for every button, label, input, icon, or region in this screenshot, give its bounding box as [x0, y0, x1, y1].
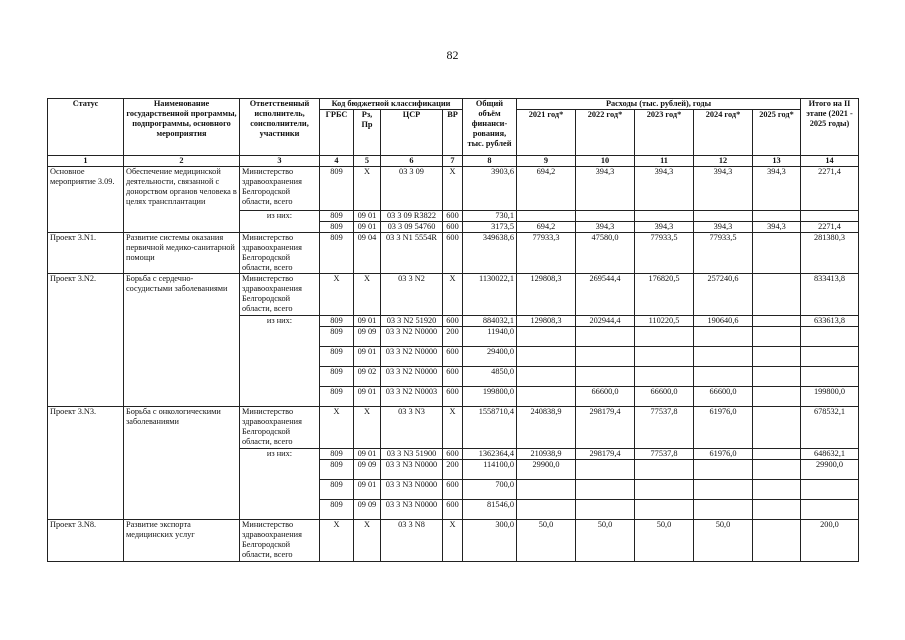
- from-them-label: из них:: [240, 449, 320, 460]
- cell-2023: [635, 480, 694, 500]
- cell-grbs: X: [320, 274, 354, 316]
- cell-2025: [753, 460, 801, 480]
- cell-itogo: 281380,3: [801, 233, 859, 274]
- cell-2023: [635, 500, 694, 520]
- cell-total: 3903,6: [463, 167, 517, 211]
- cell-2022: 47580,0: [576, 233, 635, 274]
- cell-rzpr: 09 01: [354, 222, 381, 233]
- row-status: Проект 3.N2.: [48, 274, 124, 407]
- cell-rzpr: X: [354, 167, 381, 211]
- row-executor: Министерство здравоохранения Белгородской области, всего: [240, 233, 320, 274]
- table-row: [48, 407, 859, 449]
- cell-2023: 110220,5: [635, 316, 694, 327]
- cell-2024: 394,3: [694, 222, 753, 233]
- cell-csr: 03 3 N1 5554R: [381, 233, 443, 274]
- cell-rzpr: 09 01: [354, 347, 381, 367]
- budget-table: [47, 98, 859, 562]
- cell-2021: [517, 211, 576, 222]
- cell-csr: 03 3 09 54760: [381, 222, 443, 233]
- cell-2022: 269544,4: [576, 274, 635, 316]
- cell-csr: 03 3 09 R3822: [381, 211, 443, 222]
- cell-total: 114100,0: [463, 460, 517, 480]
- cell-2021: [517, 387, 576, 407]
- cell-2021: 240838,9: [517, 407, 576, 449]
- cell-2021: 694,2: [517, 167, 576, 211]
- cell-2025: [753, 500, 801, 520]
- cell-2021: [517, 347, 576, 367]
- cell-grbs: 809: [320, 367, 354, 387]
- from-them-label: из них:: [240, 211, 320, 222]
- cell-2025: [753, 274, 801, 316]
- cell-itogo: 2271,4: [801, 222, 859, 233]
- cell-2023: 77537,8: [635, 407, 694, 449]
- cell-itogo: 29900,0: [801, 460, 859, 480]
- cell-2025: [753, 449, 801, 460]
- cell-itogo: [801, 327, 859, 347]
- cell-2022: [576, 460, 635, 480]
- cell-rzpr: 09 01: [354, 316, 381, 327]
- header-itogo: Итого на II этапе (2021 - 2025 годы): [801, 99, 859, 156]
- cell-vr: X: [443, 274, 463, 316]
- cell-2024: 66600,0: [694, 387, 753, 407]
- cell-itogo: 678532,1: [801, 407, 859, 449]
- header-2021: 2021 год*: [517, 110, 576, 156]
- cell-rzpr: X: [354, 520, 381, 562]
- row-executor: Министерство здравоохранения Белгородской области, всего: [240, 520, 320, 562]
- cell-2022: 50,0: [576, 520, 635, 562]
- cell-2024: 190640,6: [694, 316, 753, 327]
- cell-rzpr: 09 01: [354, 480, 381, 500]
- cell-total: 349638,6: [463, 233, 517, 274]
- cell-rzpr: 09 04: [354, 233, 381, 274]
- cell-2025: [753, 347, 801, 367]
- cell-vr: 600: [443, 316, 463, 327]
- cell-itogo: 200,0: [801, 520, 859, 562]
- cell-vr: 600: [443, 222, 463, 233]
- cell-2024: 61976,0: [694, 407, 753, 449]
- col-num: 14: [801, 156, 859, 167]
- row-status: Основное мероприятие 3.09.: [48, 167, 124, 233]
- header-vr: ВР: [443, 110, 463, 156]
- cell-2024: 394,3: [694, 167, 753, 211]
- cell-total: 199800,0: [463, 387, 517, 407]
- cell-grbs: 809: [320, 460, 354, 480]
- cell-2025: [753, 367, 801, 387]
- cell-2023: 50,0: [635, 520, 694, 562]
- cell-grbs: 809: [320, 347, 354, 367]
- cell-csr: 03 3 N3 51900: [381, 449, 443, 460]
- header-csr: ЦСР: [381, 110, 443, 156]
- cell-2025: [753, 480, 801, 500]
- cell-2023: 77933,5: [635, 233, 694, 274]
- cell-2023: 176820,5: [635, 274, 694, 316]
- col-num: 11: [635, 156, 694, 167]
- header-rzpr: Рз, Пр: [354, 110, 381, 156]
- cell-rzpr: 09 02: [354, 367, 381, 387]
- cell-2021: [517, 500, 576, 520]
- header-2025: 2025 год*: [753, 110, 801, 156]
- cell-itogo: 833413,8: [801, 274, 859, 316]
- cell-csr: 03 3 N3 N0000: [381, 460, 443, 480]
- cell-total: 1130022,1: [463, 274, 517, 316]
- cell-csr: 03 3 N2 N0000: [381, 347, 443, 367]
- cell-vr: 600: [443, 233, 463, 274]
- cell-itogo: [801, 347, 859, 367]
- cell-2022: 298179,4: [576, 407, 635, 449]
- cell-rzpr: X: [354, 274, 381, 316]
- row-status: Проект 3.N8.: [48, 520, 124, 562]
- cell-grbs: 809: [320, 316, 354, 327]
- cell-2022: 298179,4: [576, 449, 635, 460]
- cell-2024: [694, 460, 753, 480]
- cell-2024: [694, 347, 753, 367]
- cell-csr: 03 3 N2: [381, 274, 443, 316]
- cell-vr: 600: [443, 449, 463, 460]
- cell-2025: [753, 407, 801, 449]
- col-num: 8: [463, 156, 517, 167]
- cell-2025: [753, 520, 801, 562]
- cell-total: 3173,5: [463, 222, 517, 233]
- col-num: 9: [517, 156, 576, 167]
- cell-vr: 600: [443, 480, 463, 500]
- header-grbs: ГРБС: [320, 110, 354, 156]
- cell-csr: 03 3 N3: [381, 407, 443, 449]
- cell-2022: [576, 500, 635, 520]
- col-num: 6: [381, 156, 443, 167]
- cell-vr: 200: [443, 327, 463, 347]
- cell-grbs: 809: [320, 327, 354, 347]
- cell-2024: [694, 327, 753, 347]
- header-name: Наименование государственной программы, подпрограммы, основного мероприятия: [124, 99, 240, 156]
- cell-2025: [753, 387, 801, 407]
- header-status: Статус: [48, 99, 124, 156]
- cell-csr: 03 3 N2 N0000: [381, 327, 443, 347]
- table-row: [48, 274, 859, 316]
- cell-itogo: [801, 367, 859, 387]
- cell-vr: 600: [443, 500, 463, 520]
- col-num: 2: [124, 156, 240, 167]
- cell-2025: [753, 233, 801, 274]
- cell-vr: 600: [443, 387, 463, 407]
- cell-grbs: 809: [320, 500, 354, 520]
- cell-2025: [753, 327, 801, 347]
- cell-rzpr: X: [354, 407, 381, 449]
- cell-2021: 210938,9: [517, 449, 576, 460]
- cell-2021: 50,0: [517, 520, 576, 562]
- cell-csr: 03 3 09: [381, 167, 443, 211]
- cell-total: 730,1: [463, 211, 517, 222]
- cell-rzpr: 09 09: [354, 460, 381, 480]
- cell-2024: 61976,0: [694, 449, 753, 460]
- cell-itogo: [801, 211, 859, 222]
- col-num: 4: [320, 156, 354, 167]
- cell-total: 81546,0: [463, 500, 517, 520]
- cell-2021: 29900,0: [517, 460, 576, 480]
- cell-total: 4850,0: [463, 367, 517, 387]
- cell-2023: [635, 347, 694, 367]
- cell-vr: X: [443, 167, 463, 211]
- cell-2022: [576, 327, 635, 347]
- table-row: [48, 167, 859, 211]
- cell-2023: [635, 211, 694, 222]
- cell-2025: [753, 211, 801, 222]
- from-them-label: из них:: [240, 316, 320, 327]
- row-executor: Министерство здравоохранения Белгородской области, всего: [240, 407, 320, 449]
- header-expenses: Расходы (тыс. рублей), годы: [517, 99, 801, 110]
- row-name: Борьба с онкологическими заболеваниями: [124, 407, 240, 520]
- cell-2023: 394,3: [635, 222, 694, 233]
- header-budget-code: Код бюджетной классификации: [320, 99, 463, 110]
- cell-total: 29400,0: [463, 347, 517, 367]
- cell-grbs: 809: [320, 387, 354, 407]
- cell-2023: [635, 327, 694, 347]
- header-total-volume: Общий объём финанси-рования, тыс. рублей: [463, 99, 517, 156]
- cell-2021: 694,2: [517, 222, 576, 233]
- column-number-row: [48, 156, 859, 167]
- cell-2021: [517, 367, 576, 387]
- row-name: Развитие системы оказания первичной медико-санитарной помощи: [124, 233, 240, 274]
- col-num: 10: [576, 156, 635, 167]
- cell-2022: 394,3: [576, 167, 635, 211]
- cell-csr: 03 3 N3 N0000: [381, 480, 443, 500]
- cell-rzpr: 09 01: [354, 387, 381, 407]
- cell-itogo: 199800,0: [801, 387, 859, 407]
- col-num: 12: [694, 156, 753, 167]
- cell-2022: [576, 347, 635, 367]
- cell-2023: [635, 367, 694, 387]
- header-2022: 2022 год*: [576, 110, 635, 156]
- header-row-1: [48, 99, 859, 110]
- cell-grbs: X: [320, 520, 354, 562]
- cell-itogo: 633613,8: [801, 316, 859, 327]
- cell-csr: 03 3 N2 N0000: [381, 367, 443, 387]
- cell-rzpr: 09 01: [354, 449, 381, 460]
- cell-2023: 66600,0: [635, 387, 694, 407]
- cell-grbs: 809: [320, 211, 354, 222]
- cell-2022: 202944,4: [576, 316, 635, 327]
- cell-rzpr: 09 09: [354, 500, 381, 520]
- cell-2025: 394,3: [753, 222, 801, 233]
- cell-itogo: 2271,4: [801, 167, 859, 211]
- page-number: 82: [446, 48, 459, 62]
- cell-2023: [635, 460, 694, 480]
- table-row: [48, 233, 859, 274]
- table-row: [48, 520, 859, 562]
- cell-total: 300,0: [463, 520, 517, 562]
- cell-2022: [576, 480, 635, 500]
- cell-vr: 600: [443, 347, 463, 367]
- cell-2023: 394,3: [635, 167, 694, 211]
- header-executor: Ответственный исполнитель, соисполнители, участники: [240, 99, 320, 156]
- cell-2022: 394,3: [576, 222, 635, 233]
- cell-grbs: 809: [320, 449, 354, 460]
- row-executor: Министерство здравоохранения Белгородской области, всего: [240, 167, 320, 211]
- cell-total: 1558710,4: [463, 407, 517, 449]
- cell-2021: 129808,3: [517, 274, 576, 316]
- cell-vr: 200: [443, 460, 463, 480]
- cell-total: 1362364,4: [463, 449, 517, 460]
- row-name: Обеспечение медицинской деятельности, связанной с донорством органов человека в целях трансплантации: [124, 167, 240, 233]
- cell-2021: [517, 480, 576, 500]
- cell-total: 884032,1: [463, 316, 517, 327]
- cell-2025: [753, 316, 801, 327]
- cell-2024: 50,0: [694, 520, 753, 562]
- cell-2022: 66600,0: [576, 387, 635, 407]
- row-executor: Министерство здравоохранения Белгородской области, всего: [240, 274, 320, 316]
- cell-vr: 600: [443, 367, 463, 387]
- cell-2022: [576, 211, 635, 222]
- row-name: Борьба с сердечно-сосудистыми заболеваниями: [124, 274, 240, 407]
- row-name: Развитие экспорта медицинских услуг: [124, 520, 240, 562]
- row-status: Проект 3.N1.: [48, 233, 124, 274]
- cell-rzpr: 09 09: [354, 327, 381, 347]
- col-num: 5: [354, 156, 381, 167]
- cell-2025: 394,3: [753, 167, 801, 211]
- cell-2024: 77933,5: [694, 233, 753, 274]
- cell-2021: 77933,3: [517, 233, 576, 274]
- cell-grbs: 809: [320, 233, 354, 274]
- cell-itogo: [801, 480, 859, 500]
- cell-grbs: 809: [320, 480, 354, 500]
- cell-csr: 03 3 N2 51920: [381, 316, 443, 327]
- cell-rzpr: 09 01: [354, 211, 381, 222]
- cell-total: 700,0: [463, 480, 517, 500]
- cell-2024: [694, 500, 753, 520]
- cell-2024: [694, 367, 753, 387]
- cell-grbs: X: [320, 407, 354, 449]
- header-2024: 2024 год*: [694, 110, 753, 156]
- col-num: 1: [48, 156, 124, 167]
- cell-2023: 77537,8: [635, 449, 694, 460]
- cell-vr: X: [443, 407, 463, 449]
- cell-vr: 600: [443, 211, 463, 222]
- cell-2024: [694, 211, 753, 222]
- cell-csr: 03 3 N3 N0000: [381, 500, 443, 520]
- cell-csr: 03 3 N2 N0003: [381, 387, 443, 407]
- col-num: 3: [240, 156, 320, 167]
- cell-itogo: 648632,1: [801, 449, 859, 460]
- cell-total: 11940,0: [463, 327, 517, 347]
- cell-itogo: [801, 500, 859, 520]
- cell-vr: X: [443, 520, 463, 562]
- cell-grbs: 809: [320, 167, 354, 211]
- cell-2022: [576, 367, 635, 387]
- cell-csr: 03 3 N8: [381, 520, 443, 562]
- cell-grbs: 809: [320, 222, 354, 233]
- row-status: Проект 3.N3.: [48, 407, 124, 520]
- cell-2021: 129808,3: [517, 316, 576, 327]
- cell-2024: [694, 480, 753, 500]
- col-num: 13: [753, 156, 801, 167]
- header-2023: 2023 год*: [635, 110, 694, 156]
- cell-2024: 257240,6: [694, 274, 753, 316]
- col-num: 7: [443, 156, 463, 167]
- cell-2021: [517, 327, 576, 347]
